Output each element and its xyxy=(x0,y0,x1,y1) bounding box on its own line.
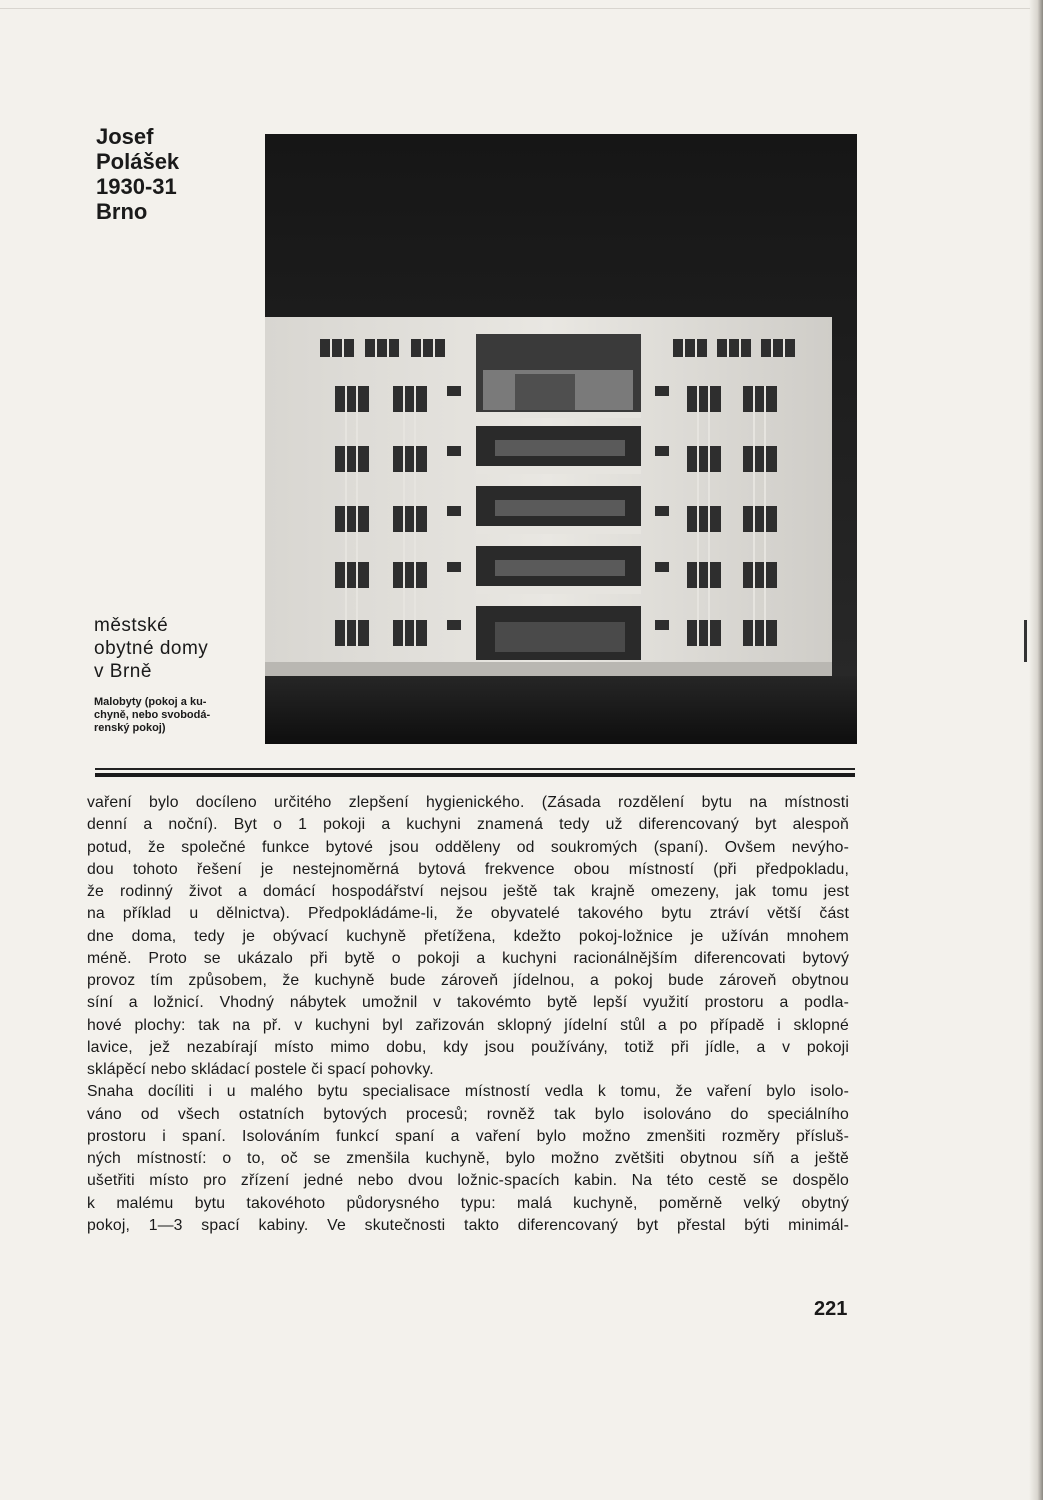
plinth xyxy=(265,662,832,676)
caption-subtitle-line: renský pokoj) xyxy=(94,722,166,734)
author-last-name: Polášek xyxy=(96,149,180,174)
body-line: Snaha docíliti i u malého bytu specialisace místností vedla k tomu, že vaření bylo isolo- xyxy=(87,1083,849,1101)
body-line: provoz tím způsobem, že kuchyně bude zároveň jídelnou, a pokoj bude zároveň obytnou xyxy=(87,972,849,989)
ground xyxy=(265,676,857,744)
body-line: že rodinný život a domácí hospodářství nejsou ještě tak krajně omezeny, jak tomu jest xyxy=(87,883,849,900)
caption-title xyxy=(94,614,208,683)
margin-mark xyxy=(1024,620,1027,662)
body-line: lavice, jež nezabírají místo mimo dobu, kdy jsou používány, totiž při jídle, a v pokoji xyxy=(87,1038,849,1056)
apartment-building-photo xyxy=(265,134,857,744)
building-illustration xyxy=(265,134,857,744)
body-line: prostoru i spaní. Isolováním funkcí spaní a vaření bylo možno zmenšiti rozměry přísluš- xyxy=(87,1127,849,1145)
body-line: denní a noční). Byt o 1 pokoji a kuchyni znamená tedy už diferencovaný byt alespoň xyxy=(87,816,849,834)
caption-title-line: městské xyxy=(94,615,169,636)
page-top-edge xyxy=(0,8,1030,9)
caption-subtitle-line: chyně, nebo svobodá- xyxy=(94,709,211,721)
body-line: ušetřiti místo pro zřízení jedné nebo dvou ložnic-spacích kabin. Na této cestě se dospělo xyxy=(87,1172,849,1190)
body-line: potud, že společné funkce bytové jsou odděleny od soukromých (spaní). Ovšem nevýho- xyxy=(87,838,849,856)
body-line: váno od všech ostatních bytových procesů; rovněž tak bylo isolováno do speciálního xyxy=(87,1105,849,1123)
body-line: dou tohoto řešení je nestejnoměrná bytová frekvence obou místností (při předpokladu, xyxy=(87,860,849,878)
project-years: 1930-31 xyxy=(96,174,177,199)
author-first-name: Josef xyxy=(96,124,154,149)
body-line: k malému bytu takovéhoto půdorysného typu: malá kuchyně, poměrně velký obytný xyxy=(87,1194,849,1212)
body-line: vaření bylo docíleno určitého zlepšení hygienického. (Zásada rozdělení bytu na místnosti xyxy=(87,794,849,811)
caption-title-line: obytné domy xyxy=(94,638,209,659)
page-number: 221 xyxy=(814,1298,848,1320)
divider-thick xyxy=(95,773,855,777)
divider-thin xyxy=(95,768,855,770)
body-line: síní a ložnicí. Vhodný nábytek umožnil v takovémto bytě lepší využití prostoru a podla- xyxy=(87,994,849,1012)
author-block xyxy=(96,124,179,224)
body-line: hové plochy: tak na př. v kuchyni byl zařizován sklopný jídelní stůl a po případě i sklopné xyxy=(87,1016,849,1034)
body-line: ných místností: o to, oč se zmenšila kuchyně, bylo možno zvětšiti obytnou síň a ještě xyxy=(87,1150,849,1167)
body-line: dne doma, tedy je obývací kuchyně přetížena, kdežto pokoj-ložnice je užíván mnohem xyxy=(87,927,849,945)
caption-title-line: v Brně xyxy=(94,661,152,682)
body-text xyxy=(87,792,849,1237)
body-line: na příklad u dělnictva). Předpokládáme-li, že obyvatelé takového bytu ztráví větší část xyxy=(87,905,849,923)
body-line: méně. Proto se ukázalo při bytě o pokoji a kuchyni racionálnějším diferencovati bytový xyxy=(87,949,849,967)
body-line: pokoj, 1—3 spací kabiny. Ve skutečnosti takto diferencovaný byt přestal býti minimál- xyxy=(87,1216,849,1234)
page-edge xyxy=(1029,0,1043,1500)
project-city: Brno xyxy=(96,199,148,224)
balcony-bay xyxy=(476,334,641,660)
caption-subtitle xyxy=(94,696,244,735)
body-line: sklápěcí nebo skládací postele či spací pohovky. xyxy=(87,1061,434,1078)
caption-subtitle-line: Malobyty (pokoj a ku- xyxy=(94,696,207,708)
